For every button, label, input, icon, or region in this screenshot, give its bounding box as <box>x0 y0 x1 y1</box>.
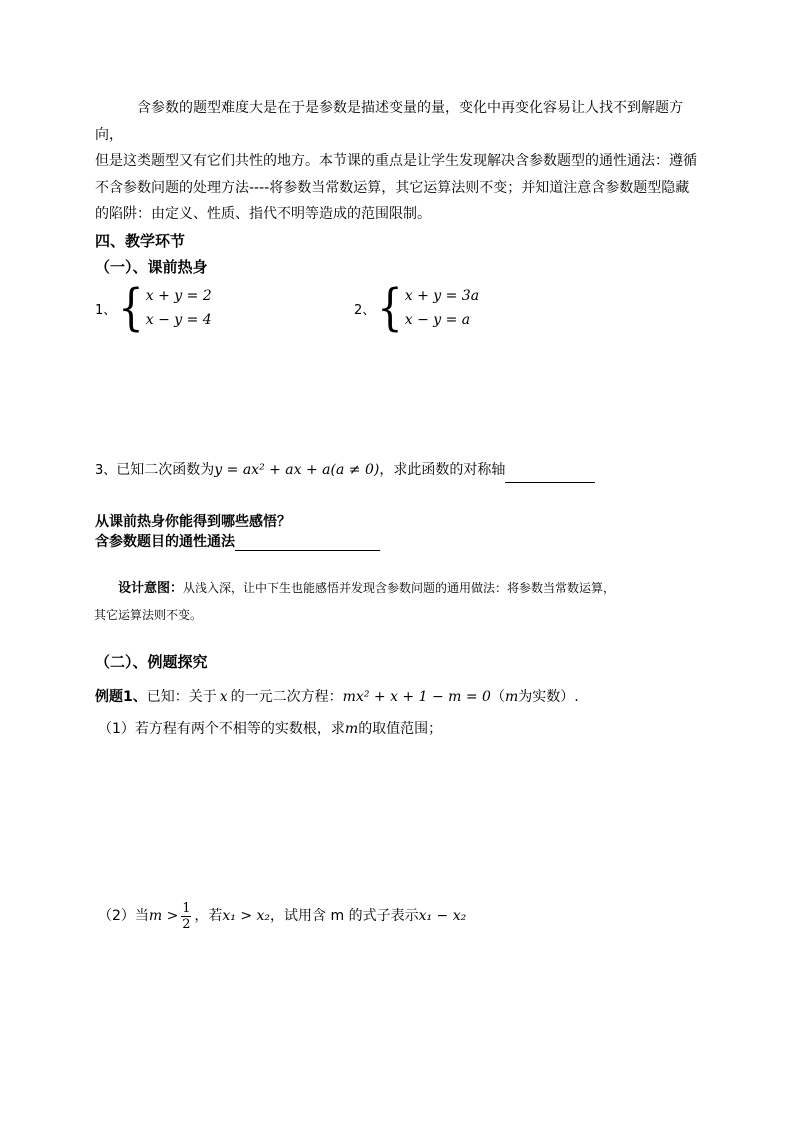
question-2-condition: m > <box>148 908 179 924</box>
intro-paragraph <box>95 95 701 228</box>
question-2-text: ，试用含 m 的式子表示 <box>270 908 419 924</box>
problem-1-equation-2: x − y = 4 <box>145 312 212 328</box>
question-1-text: 的取值范围； <box>358 721 443 737</box>
problem-2 <box>354 279 480 337</box>
fraction-numerator: 1 <box>182 900 191 916</box>
left-brace-icon: { <box>118 279 144 337</box>
design-text-1: 从浅入深，让中下生也能感悟并发现含参数问题的通用做法：将参数当常数运算， <box>183 581 616 595</box>
example-1-text: （ <box>490 689 505 705</box>
method-blank[interactable] <box>235 534 380 551</box>
example-1-formula: mx² + x + 1 − m = 0 <box>342 689 491 705</box>
question-2-text: ，若 <box>194 908 223 924</box>
example-1-text: 为实数）. <box>518 689 579 705</box>
section-heading: 四、教学环节 <box>95 232 186 250</box>
problem-2-label: 2、 <box>354 302 376 318</box>
design-label: 设计意图： <box>118 581 184 596</box>
fraction-one-half <box>181 901 191 932</box>
question-2-text: （2）当 <box>98 908 149 924</box>
example-1-text: 已知：关于 <box>146 689 217 705</box>
question-1-text: （1）若方程有两个不相等的实数根，求 <box>98 721 345 737</box>
variable-m: m <box>344 721 359 737</box>
problem-3-formula: y = ax² + ax + a(a ≠ 0) <box>214 462 380 478</box>
problem-3 <box>95 458 595 483</box>
design-intent <box>94 575 708 629</box>
problem-1-label: 1、 <box>95 302 117 318</box>
example-1-label: 例题1、 <box>95 689 147 705</box>
question-2 <box>98 900 466 932</box>
example-1 <box>95 686 579 708</box>
question-2-inequality: x₁ > x₂ <box>222 908 271 924</box>
variable-x: x <box>219 689 228 705</box>
design-text-2: 其它运算法则不变。 <box>94 608 203 622</box>
problem-3-label: 3、 <box>95 463 117 478</box>
problem-1 <box>95 279 212 337</box>
reflection-question: 从课前热身你能得到哪些感悟？ <box>95 514 291 530</box>
problem-2-equation-2: x − y = a <box>404 312 471 328</box>
examples-heading: （二）、例题探究 <box>95 653 208 671</box>
warmup-heading: （一）、课前热身 <box>95 258 208 276</box>
problem-3-question: ，求此函数的对称轴 <box>379 462 506 478</box>
answer-blank[interactable] <box>505 464 595 483</box>
problem-1-equation-1: x + y = 2 <box>145 288 212 304</box>
question-1 <box>98 718 442 740</box>
intro-line-1: 含参数的题型难度大是在于是参数是描述变量的量，变化中再变化容易让人找不到解题方向， <box>95 100 683 143</box>
question-2-expression: x₁ − x₂ <box>418 908 467 924</box>
method-line <box>95 533 380 551</box>
problem-3-text: 已知二次函数为 <box>116 462 215 478</box>
left-brace-icon: { <box>377 279 403 337</box>
problem-2-equation-1: x + y = 3a <box>404 288 480 304</box>
intro-line-4: 的陷阱：由定义、性质、指代不明等造成的范围限制。 <box>95 206 431 222</box>
intro-line-3: 不含参数问题的处理方法----将参数当常数运算，其它运算法则不变；并知道注意含参数题型隐藏 <box>95 179 690 196</box>
example-1-text: 的一元二次方程： <box>230 689 343 705</box>
intro-line-2: 但是这类题型又有它们共性的地方。本节课的重点是让学生发现解决含参数题型的通性通法：遵循 <box>95 153 697 169</box>
fraction-denominator: 2 <box>182 916 191 932</box>
method-label: 含参数题目的通性通法 <box>95 534 235 550</box>
variable-m: m <box>504 689 519 705</box>
